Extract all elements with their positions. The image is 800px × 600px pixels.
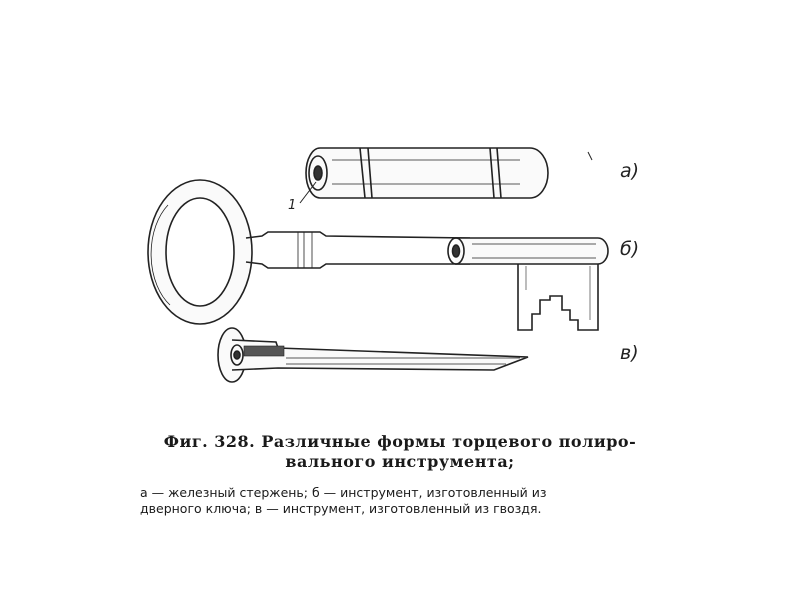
legend-line2: дверного ключа; в — инструмент, изготовленный из гвоздя. (140, 501, 542, 516)
legend-line1: а — железный стержень; б — инструмент, изготовленный из (140, 485, 547, 500)
figure-caption-title (130, 432, 670, 472)
figure-caption-legend (140, 485, 660, 517)
label-c: в) (620, 342, 639, 364)
label-b: б) (620, 238, 640, 260)
callout-1: 1 (288, 198, 297, 213)
caption-title-line1: Фиг. 328. Различные формы торцевого полиро- (163, 432, 637, 451)
label-a: а) (620, 160, 640, 182)
iron-rod-drawing (300, 148, 592, 203)
door-key-drawing (148, 180, 608, 330)
nail-tool-drawing (218, 328, 528, 382)
caption-title-line2: вального инструмента; (285, 452, 515, 471)
